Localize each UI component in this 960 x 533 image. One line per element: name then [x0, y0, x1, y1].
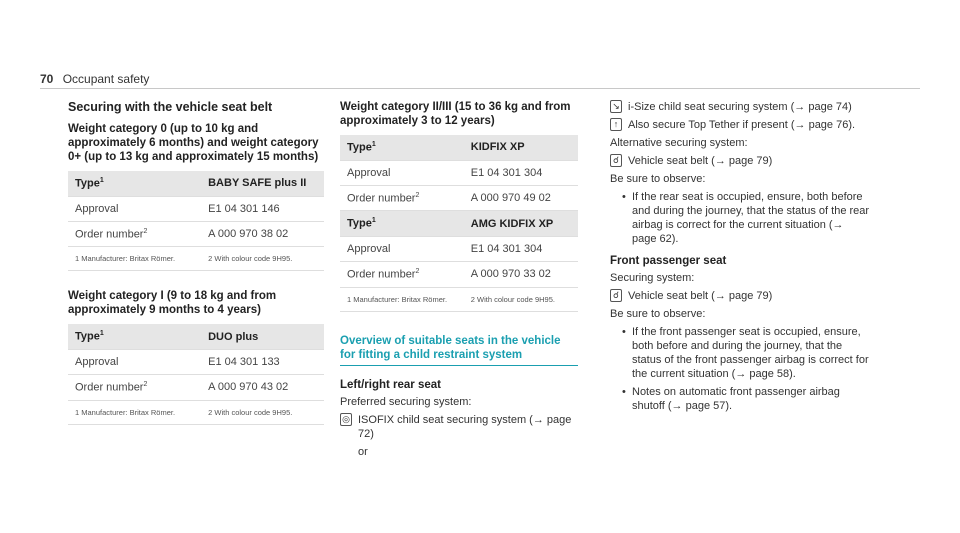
seat-belt-text: Vehicle seat belt (→ page 79)	[628, 290, 773, 302]
table-baby-safe	[68, 171, 324, 271]
table-row: Approval E1 04 301 304	[340, 160, 578, 185]
isofix-text: ISOFIX child seat securing system (→ page 72)	[358, 413, 572, 440]
securing-label: Securing system:	[610, 272, 695, 284]
table-footnote-row: 1 Manufacturer: Britax Römer. 2 With colour code 9H95.	[68, 400, 324, 424]
table-footnote-row: 1 Manufacturer: Britax Römer. 2 With colour code 9H95.	[68, 247, 324, 271]
weight-category-0-heading: Weight category 0 (up to 10 kg and approximately 6 months) and weight category 0+ (up to 13 kg and approximately 15 months)	[68, 123, 319, 163]
top-tether-text: Also secure Top Tether if present (→ page 76).	[628, 119, 856, 131]
section-title: Occupant safety	[62, 72, 150, 86]
isize-icon: ↘	[610, 100, 622, 113]
isofix-row	[340, 413, 578, 441]
or-text: or	[358, 445, 368, 458]
overview-heading: Overview of suitable seats in the vehicle for fitting a child restraint system	[340, 334, 561, 361]
seat-belt-text: Vehicle seat belt (→ page 79)	[628, 155, 773, 167]
alternative-label: Alternative securing system:	[610, 137, 748, 149]
table-row: Order number$^2$ A 000 970 33 02	[340, 261, 578, 287]
preferred-label: Preferred securing system:	[340, 395, 472, 408]
header-divider	[40, 88, 920, 89]
top-tether-row	[610, 118, 870, 132]
table-footnote-row: 1 Manufacturer: Britax Römer. 2 With colour code 9H95.	[340, 287, 578, 311]
table-row: Approval E1 04 301 146	[68, 196, 324, 221]
table-kidfix	[340, 135, 578, 312]
overview-divider	[340, 365, 578, 366]
column-3	[610, 100, 870, 413]
list-item: • If the front passenger seat is occupied, ensure, both before and during the journey, that the status of the front passenger airbag is correct for the current situation (→ page 58).	[610, 325, 870, 381]
isofix-icon: ◎	[340, 413, 352, 426]
table-row: Type$^1$ DUO plus	[68, 324, 324, 349]
seat-belt-icon: ☌	[610, 289, 622, 302]
observe-label: Be sure to observe:	[610, 308, 706, 320]
section-heading-seat-belt: Securing with the vehicle seat belt	[68, 100, 273, 114]
list-item: • Notes on automatic front passenger airbag shutoff (→ page 57).	[610, 385, 870, 413]
table-row: Type$^1$ AMG KIDFIX XP	[340, 211, 578, 237]
table-duo-plus	[68, 324, 324, 424]
column-2	[340, 100, 578, 459]
table-row: Type$^1$ BABY SAFE plus II	[68, 171, 324, 196]
seat-belt-icon: ☌	[610, 154, 622, 167]
page-number: 70	[40, 72, 54, 86]
top-tether-icon: ↑	[610, 118, 622, 131]
observe-label: Be sure to observe:	[610, 173, 706, 185]
column-1	[68, 100, 324, 443]
page-header	[40, 72, 149, 86]
table-row: Order number$^2$ A 000 970 43 02	[68, 374, 324, 400]
table-row: Order number$^2$ A 000 970 49 02	[340, 185, 578, 211]
table-row: Approval E1 04 301 133	[68, 349, 324, 374]
table-row: Type$^1$ KIDFIX XP	[340, 135, 578, 160]
front-passenger-heading: Front passenger seat	[610, 255, 727, 267]
table-row: Approval E1 04 301 304	[340, 236, 578, 261]
seat-belt-row	[610, 154, 870, 168]
isize-text: i-Size child seat securing system (→ page 74)	[628, 101, 852, 113]
rear-seat-heading: Left/right rear seat	[340, 378, 441, 391]
list-item: • If the rear seat is occupied, ensure, both before and during the journey, that the status of the rear airbag is correct for the current situation (→ page 62).	[610, 190, 870, 246]
weight-category-1-heading: Weight category I (9 to 18 kg and from approximately 9 months to 4 years)	[68, 290, 277, 317]
seat-belt-row	[610, 289, 870, 303]
isize-row	[610, 100, 870, 114]
table-row: Order number$^2$ A 000 970 38 02	[68, 221, 324, 247]
weight-category-2-3-heading: Weight category II/III (15 to 36 kg and from approximately 3 to 12 years)	[340, 101, 571, 127]
